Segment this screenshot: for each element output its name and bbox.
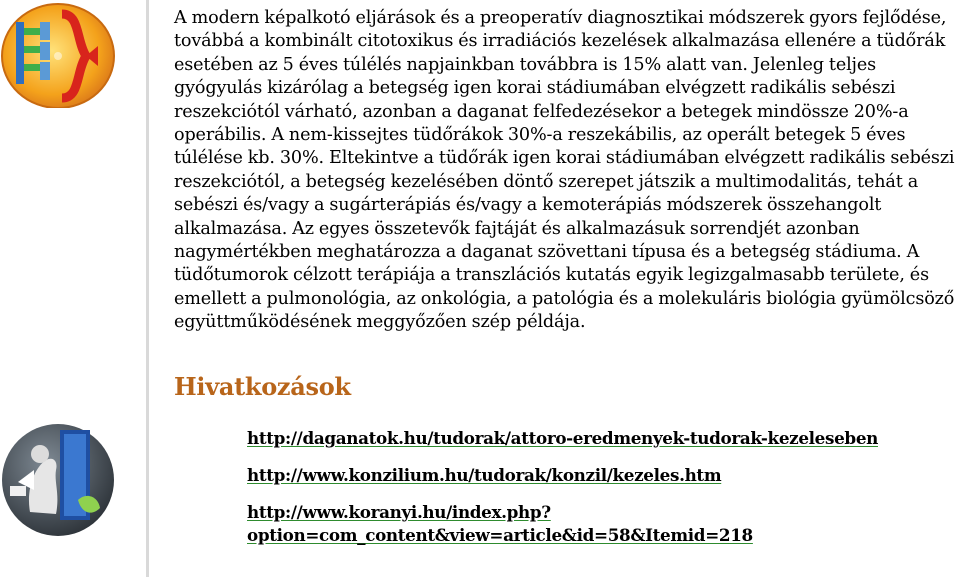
reference-link-text: http://www.konzilium.hu/tudorak/konzil/kezeles.htm: [247, 465, 722, 485]
logo-emblem-icon: [0, 0, 116, 108]
logo-figure-icon: [0, 420, 118, 538]
left-rail: [0, 0, 150, 577]
main-content: [174, 7, 960, 335]
reference-link-daganatok[interactable]: [247, 427, 947, 450]
references-list: [247, 427, 947, 561]
reference-link-text-line2: option=com_content&view=article&id=58&Itemid=218: [247, 525, 753, 545]
reference-link-text-line1: http://www.koranyi.hu/index.php?: [247, 502, 551, 522]
reference-link-konzilium[interactable]: [247, 464, 947, 487]
references-heading: Hivatkozások: [174, 372, 351, 401]
reference-link-koranyi[interactable]: [247, 501, 947, 547]
body-paragraph: A modern képalkotó eljárások és a preoperatív diagnosztikai módszerek gyors fejlődése, továbbá a kombinált citotoxikus és irradiációs kezelések alkalmazása ellenére a tüdőrák esetében az 5 éves túlélés napjainkban továbbra is 15% alatt van. Jelenleg teljes gyógyulás kizárólag a betegség igen korai stádiumában elvégzett radikális sebészi reszekciótól várható, azonban a daganat felfedezésekor a betegek mindössze 20%-a operábilis. A nem-kissejtes tüdőrákok 30%-a reszekábilis, az operált betegek 5 éves túlélése kb. 30%. Eltekintve a tüdőrák igen korai stádiumában elvégzett radikális sebészi reszekciótól, a betegség kezelésében döntő szerepet játszik a multimodalitás, tehát a sebészi és/vagy a sugárterápiás és/vagy a kemoterápiás módszerek összehangolt alkalmazása. Az egyes összetevők fajtáját és alkalmazásuk sorrendjét azonban nagymértékben meghatározza a daganat szövettani típusa és a betegség stádiuma. A tüdőtumorok célzott terápiája a transzlációs kutatás egyik legizgalmasabb területe, és emellett a pulmonológia, az onkológia, a patológia és a molekuláris biológia gyümölcsöző együttműködésének meggyőzően szép példája.: [174, 8, 955, 333]
left-rail-divider: [146, 0, 149, 577]
reference-link-text: http://daganatok.hu/tudorak/attoro-eredmenyek-tudorak-kezeleseben: [247, 428, 878, 448]
